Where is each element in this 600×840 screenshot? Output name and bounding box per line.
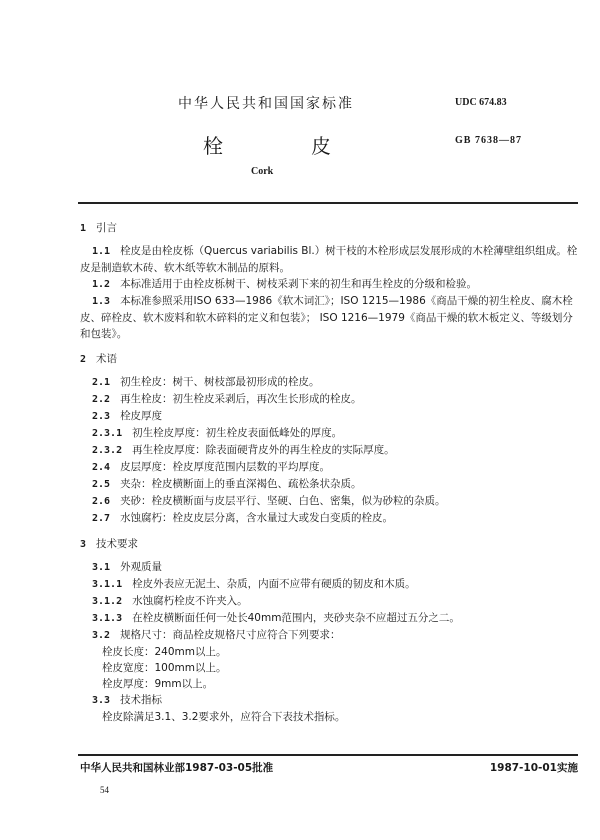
clause-number: 3.1.1 — [92, 579, 123, 590]
clause-text: 皮层厚度：栓皮厚度范围内层数的平均厚度。 — [120, 461, 331, 473]
clause — [80, 510, 580, 527]
clause-number: 2.1 — [92, 377, 111, 388]
clause — [80, 676, 580, 692]
issuing-org: 中华人民共和国国家标准 — [178, 96, 354, 112]
clause-number: 2.5 — [92, 479, 111, 490]
clause — [80, 709, 580, 725]
title-char: 栓 — [203, 134, 223, 158]
clause-number: 2.3.2 — [92, 445, 123, 456]
clause-text: 水蚀腐朽栓皮不许夹入。 — [132, 595, 248, 607]
section-heading — [80, 536, 580, 553]
approval-note: 中华人民共和国林业部1987-03-05批准 — [80, 762, 274, 774]
udc-code: UDC 674.83 — [455, 97, 507, 108]
clause — [80, 627, 580, 644]
page-number: 54 — [100, 785, 109, 795]
clause-number: 3.3 — [92, 695, 111, 706]
effective-date: 1987-10-01实施 — [489, 762, 578, 774]
clause — [80, 610, 580, 627]
clause-text: 在栓皮横断面任何一处长40mm范围内，夹砂夹杂不应超过五分之二。 — [132, 612, 460, 624]
clause-number: 3.2 — [92, 630, 111, 641]
clause-text: 夹杂：栓皮横断面上的垂直深褐色、疏松条状杂质。 — [120, 478, 362, 490]
clause-number: 1.3 — [92, 296, 111, 307]
clause-number: 3.1 — [92, 562, 111, 573]
clause — [80, 374, 580, 391]
clause — [80, 692, 580, 709]
section-number: 2 — [80, 354, 87, 365]
clause — [80, 559, 580, 576]
clause-text: 夹砂：栓皮横断面与皮层平行、坚硬、白色、密集，似为砂粒的杂质。 — [120, 495, 446, 507]
section-heading — [80, 351, 580, 368]
clause-text: 规格尺寸：商品栓皮规格尺寸应符合下列要求： — [120, 629, 341, 641]
title-char: 皮 — [311, 134, 331, 158]
clause — [80, 391, 580, 408]
clause-text: 栓皮厚度：9mm以上。 — [102, 678, 214, 690]
clause — [80, 442, 580, 459]
clause-text: 外观质量 — [120, 561, 163, 573]
clause-text: 水蚀腐朽：栓皮皮层分离，含水量过大或发白变质的栓皮。 — [120, 512, 394, 524]
clause — [80, 476, 580, 493]
clause — [80, 493, 580, 510]
clause-number: 1.1 — [92, 246, 111, 257]
clause-text: 栓皮宽度：100mm以上。 — [102, 662, 227, 674]
clause — [80, 576, 580, 593]
header-divider — [78, 202, 578, 204]
clause — [80, 425, 580, 442]
clause-text: 初生栓皮：树干、树枝部最初形成的栓皮。 — [120, 376, 320, 388]
standard-code: GB 7638—87 — [455, 135, 522, 146]
document-body — [80, 220, 580, 725]
clause-text: 技术指标 — [120, 694, 163, 706]
clause-text: 本标准适用于由栓皮栎树干、树枝采剥下来的初生和再生栓皮的分级和检验。 — [120, 278, 478, 290]
clause-number: 3.1.3 — [92, 613, 123, 624]
section-title: 术语 — [96, 353, 118, 365]
clause-number: 1.2 — [92, 279, 111, 290]
clause-text: 再生栓皮厚度：除表面硬背皮外的再生栓皮的实际厚度。 — [132, 444, 395, 456]
clause — [80, 593, 580, 610]
clause-text: 栓皮厚度 — [120, 410, 163, 422]
clause-text: 栓皮外表应无泥土、杂质，内面不应带有硬质的韧皮和木质。 — [132, 578, 416, 590]
section-number: 3 — [80, 539, 87, 550]
clause-number: 2.2 — [92, 394, 111, 405]
clause — [80, 293, 580, 342]
clause-number: 2.6 — [92, 496, 111, 507]
section-number: 1 — [80, 223, 87, 234]
clause-number: 2.3.1 — [92, 428, 123, 439]
section-heading — [80, 220, 580, 237]
clause-text: 栓皮长度：240mm以上。 — [102, 646, 227, 658]
section-title: 引言 — [96, 222, 118, 234]
clause-text: 本标准参照采用ISO 633—1986《软木词汇》；ISO 1215—1986《商品干燥的初生栓皮、腐木栓皮、碎栓皮、软木废料和软木碎料的定义和包装》； ISO 1216—1979《商品干燥的软木板定义、等级划分和包装》。 — [80, 295, 573, 340]
clause-text: 初生栓皮厚度：初生栓皮表面低峰处的厚度。 — [132, 427, 343, 439]
clause-number: 2.4 — [92, 462, 111, 473]
clause — [80, 276, 580, 293]
clause — [80, 644, 580, 660]
section-title: 技术要求 — [96, 538, 139, 550]
footer-divider — [78, 754, 578, 756]
document-title — [203, 130, 331, 159]
english-title: Cork — [251, 166, 274, 177]
clause-number: 3.1.2 — [92, 596, 123, 607]
clause — [80, 660, 580, 676]
clause-number: 2.7 — [92, 513, 111, 524]
clause — [80, 243, 580, 276]
clause — [80, 459, 580, 476]
clause-text: 栓皮除满足3.1、3.2要求外，应符合下表技术指标。 — [102, 711, 346, 723]
clause-number: 2.3 — [92, 411, 111, 422]
clause-text: 栓皮是由栓皮栎（Quercus variabilis Bl.）树干枝的木栓形成层发展形成的木栓薄壁组织组成。栓皮是制造软木砖、软木纸等软木制品的原料。 — [80, 245, 578, 274]
clause-text: 再生栓皮：初生栓皮采剥后，再次生长形成的栓皮。 — [120, 393, 362, 405]
clause — [80, 408, 580, 425]
